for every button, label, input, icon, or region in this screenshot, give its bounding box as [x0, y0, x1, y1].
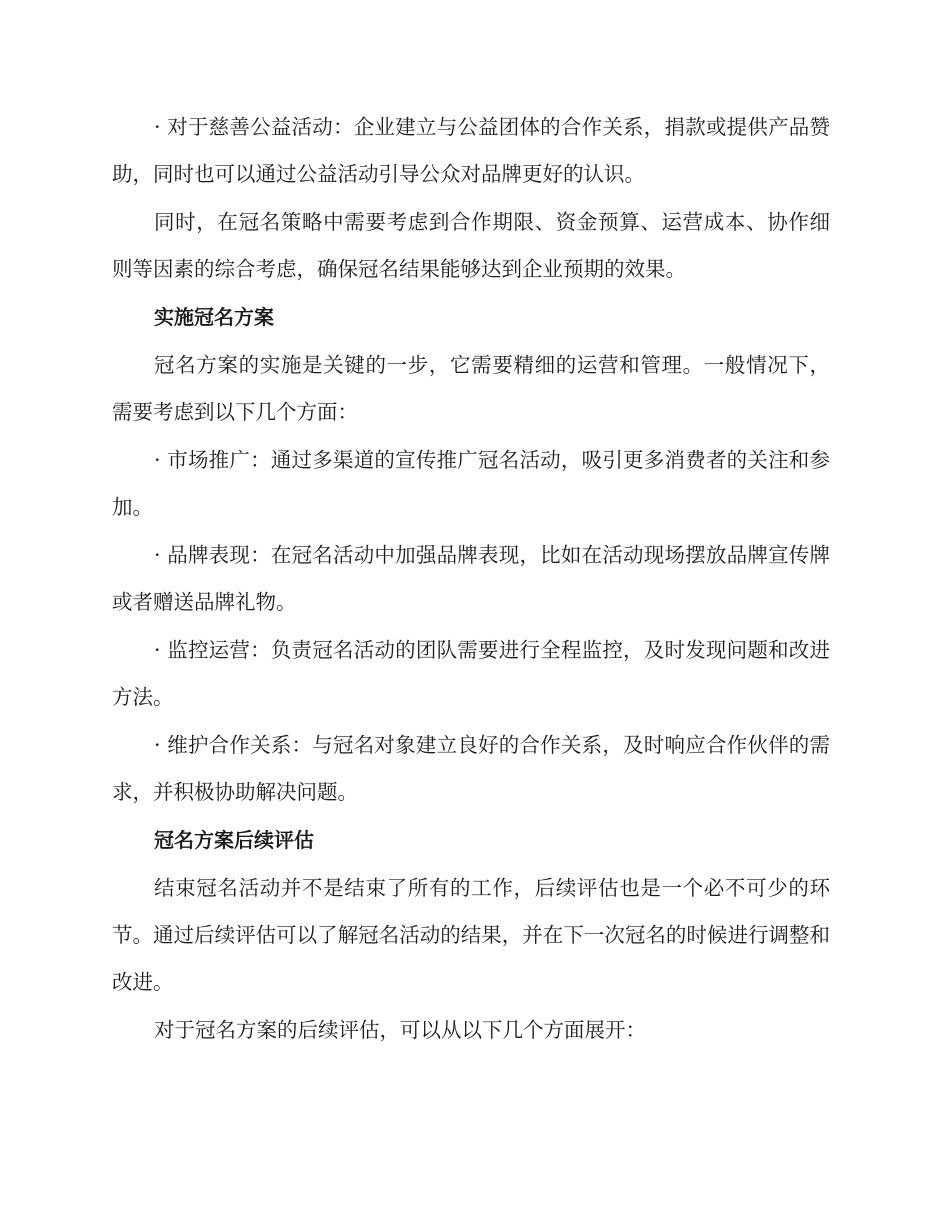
paragraph-evaluation-aspects: 对于冠名方案的后续评估，可以从以下几个方面展开：: [154, 1018, 646, 1042]
paragraph-partnership-maintenance: · 维护合作关系：与冠名对象建立良好的合作关系，及时响应合作伙伴的需求，并积极协助解决问题。: [112, 733, 830, 804]
section-heading-implementation: 实施冠名方案: [154, 305, 274, 329]
paragraph-market-promotion: · 市场推广：通过多渠道的宣传推广冠名活动，吸引更多消费者的关注和参加。: [112, 448, 830, 519]
paragraph-evaluation-intro: 结束冠名活动并不是结束了所有的工作，后续评估也是一个必不可少的环节。通过后续评估可以了解冠名活动的结果，并在下一次冠名的时候进行调整和改进。: [112, 876, 830, 994]
paragraph-monitoring-operations: · 监控运营：负责冠名活动的团队需要进行全程监控，及时发现问题和改进方法。: [112, 638, 830, 709]
paragraph-strategy-considerations: 同时，在冠名策略中需要考虑到合作期限、资金预算、运营成本、协作细则等因素的综合考虑，确保冠名结果能够达到企业预期的效果。: [112, 210, 830, 281]
paragraph-implementation-intro: 冠名方案的实施是关键的一步，它需要精细的运营和管理。一般情况下，需要考虑到以下几个方面：: [112, 353, 830, 424]
paragraph-brand-presence: · 品牌表现：在冠名活动中加强品牌表现，比如在活动现场摆放品牌宣传牌或者赠送品牌礼物。: [112, 543, 830, 614]
section-heading-follow-up-evaluation: 冠名方案后续评估: [154, 828, 314, 852]
paragraph-charity-activity: · 对于慈善公益活动：企业建立与公益团体的合作关系，捐款或提供产品赞助，同时也可以通过公益活动引导公众对品牌更好的认识。: [112, 115, 830, 186]
